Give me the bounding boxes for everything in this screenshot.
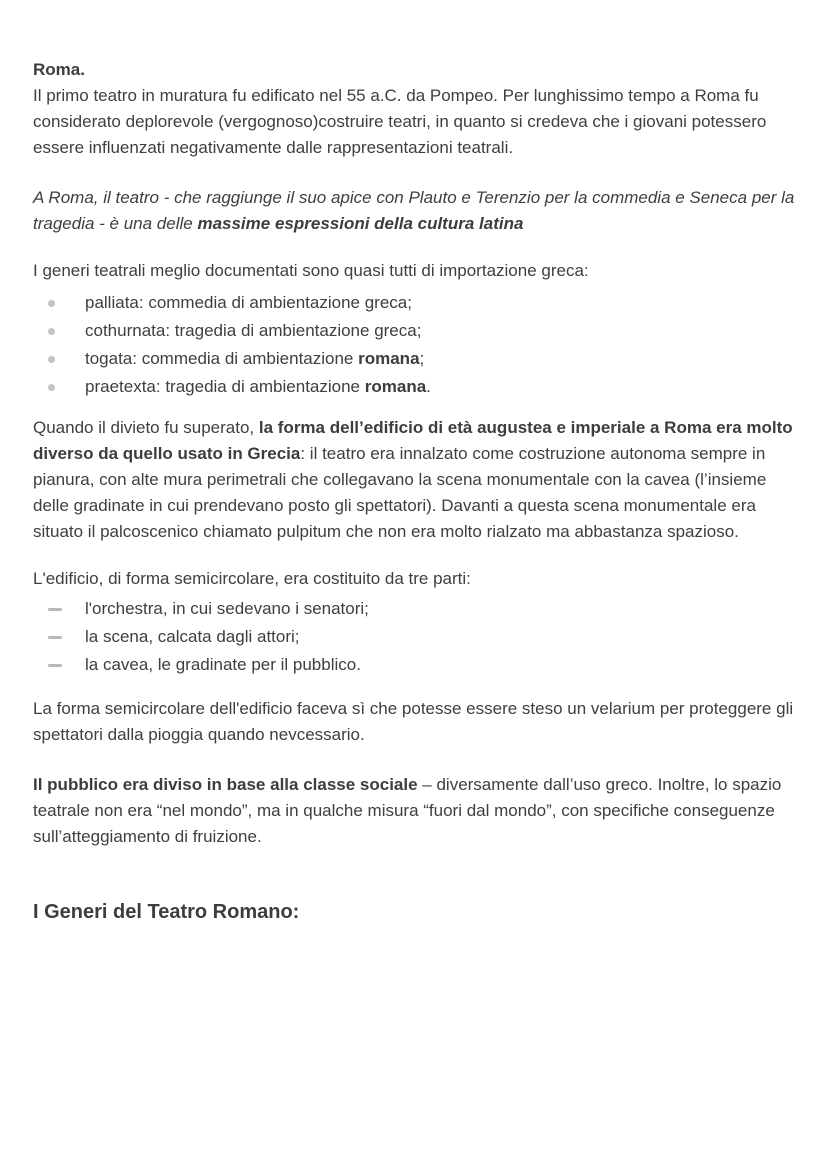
- paragraph-quote: [33, 185, 795, 237]
- pubblico-bold-text: Il pubblico era diviso in base alla classe sociale: [33, 775, 418, 794]
- list-item-togata: [33, 345, 795, 373]
- paragraph-first-theater: Il primo teatro in muratura fu edificato nel 55 a.C. da Pompeo. Per lunghissimo tempo a Roma fu considerato deplorevole (vergognoso)costruire teatri, in quanto si credeva che i giovani potessero essere influenzati negativamente dalle rappresentazioni teatrali.: [33, 86, 767, 157]
- paragraph-velarium: La forma semicircolare dell'edificio faceva sì che potesse essere steso un velarium per proteggere gli spettatori dalla pioggia quando nevcessario.: [33, 699, 794, 744]
- genres-bullet-list: [33, 289, 795, 401]
- document-page: [33, 57, 795, 926]
- bullet-icon: [48, 384, 55, 391]
- pubblico-post-text: – diversamente dall’uso greco. Inoltre, lo spazio teatrale non era “nel mondo”, ma in qualche misura “fuori dal mondo”, con specifiche conseguenze sull’atteggiamento di fruizione.: [33, 775, 782, 846]
- edificio-parts-list: [33, 595, 795, 679]
- marker-box: [48, 373, 85, 401]
- bullet-icon: [48, 328, 55, 335]
- quote-bold-text: massime espressioni della cultura latina: [197, 214, 524, 233]
- marker-box: [48, 289, 85, 317]
- list-item-scena: [33, 623, 795, 651]
- item-text: praetexta: tragedia di ambientazione: [85, 377, 365, 396]
- section-title-roma-text: Roma.: [33, 60, 85, 79]
- list-item-text: [85, 345, 424, 373]
- quote-normal-text: A Roma, il teatro - che raggiunge il suo apice con Plauto e Terenzio per la commedia e Seneca per la tragedia - è una delle: [33, 188, 795, 233]
- paragraph-pubblico: [33, 772, 795, 850]
- list-item-text: [85, 317, 421, 345]
- list-item-text: la scena, calcata dagli attori;: [85, 627, 300, 646]
- marker-box: [48, 317, 85, 345]
- list-item-cavea: [33, 651, 795, 679]
- list-item-orchestra: [33, 595, 795, 623]
- item-post-text: .: [426, 377, 431, 396]
- dash-icon: [48, 636, 62, 639]
- item-bold-text: romana: [364, 377, 427, 396]
- item-text: cothurnata: tragedia di ambientazione greca;: [85, 321, 422, 340]
- list-item-text: la cavea, le gradinate per il pubblico.: [85, 655, 361, 674]
- divieto-post-text: : il teatro era innalzato come costruzione autonoma sempre in pianura, con alte mura perimetrali che collegavano la scena monumentale con la cavea (l’insieme delle gradinate in cui prendevano posto gli spettatori). Davanti a questa scena monumentale era situato il palcoscenico chiamato pulpitum che non era molto rialzato ma abbastanza spazioso.: [33, 444, 767, 541]
- item-text: palliata: commedia di ambientazione greca;: [85, 293, 412, 312]
- list-item-praetexta: [33, 373, 795, 401]
- list-item-palliata: [33, 289, 795, 317]
- marker-box: [48, 623, 85, 651]
- dash-icon: [48, 608, 62, 611]
- marker-box: [48, 651, 85, 679]
- bullet-icon: [48, 300, 55, 307]
- divieto-bold-text: la forma dell’edificio di età augustea e imperiale a Roma era molto diverso da quello usato in Grecia: [33, 418, 793, 463]
- list-item-cothurnata: [33, 317, 795, 345]
- item-text: togata: commedia di ambientazione: [85, 349, 359, 368]
- bullet-icon: [48, 356, 55, 363]
- section-title-roma: [33, 57, 795, 83]
- paragraph-divieto: [33, 415, 795, 545]
- divieto-pre-text: Quando il divieto fu superato,: [33, 418, 259, 437]
- heading-generi-teatro: I Generi del Teatro Romano:: [33, 901, 300, 923]
- marker-box: [48, 345, 85, 373]
- dash-icon: [48, 664, 62, 667]
- list-item-text: [85, 289, 412, 317]
- paragraph-genres-intro: I generi teatrali meglio documentati sono quasi tutti di importazione greca:: [33, 261, 589, 280]
- paragraph-edificio-intro: L'edificio, di forma semicircolare, era costituito da tre parti:: [33, 569, 471, 588]
- item-bold-text: romana: [358, 349, 420, 368]
- list-item-text: [85, 373, 431, 401]
- list-item-text: l'orchestra, in cui sedevano i senatori;: [85, 599, 369, 618]
- item-post-text: ;: [419, 349, 425, 368]
- marker-box: [48, 595, 85, 623]
